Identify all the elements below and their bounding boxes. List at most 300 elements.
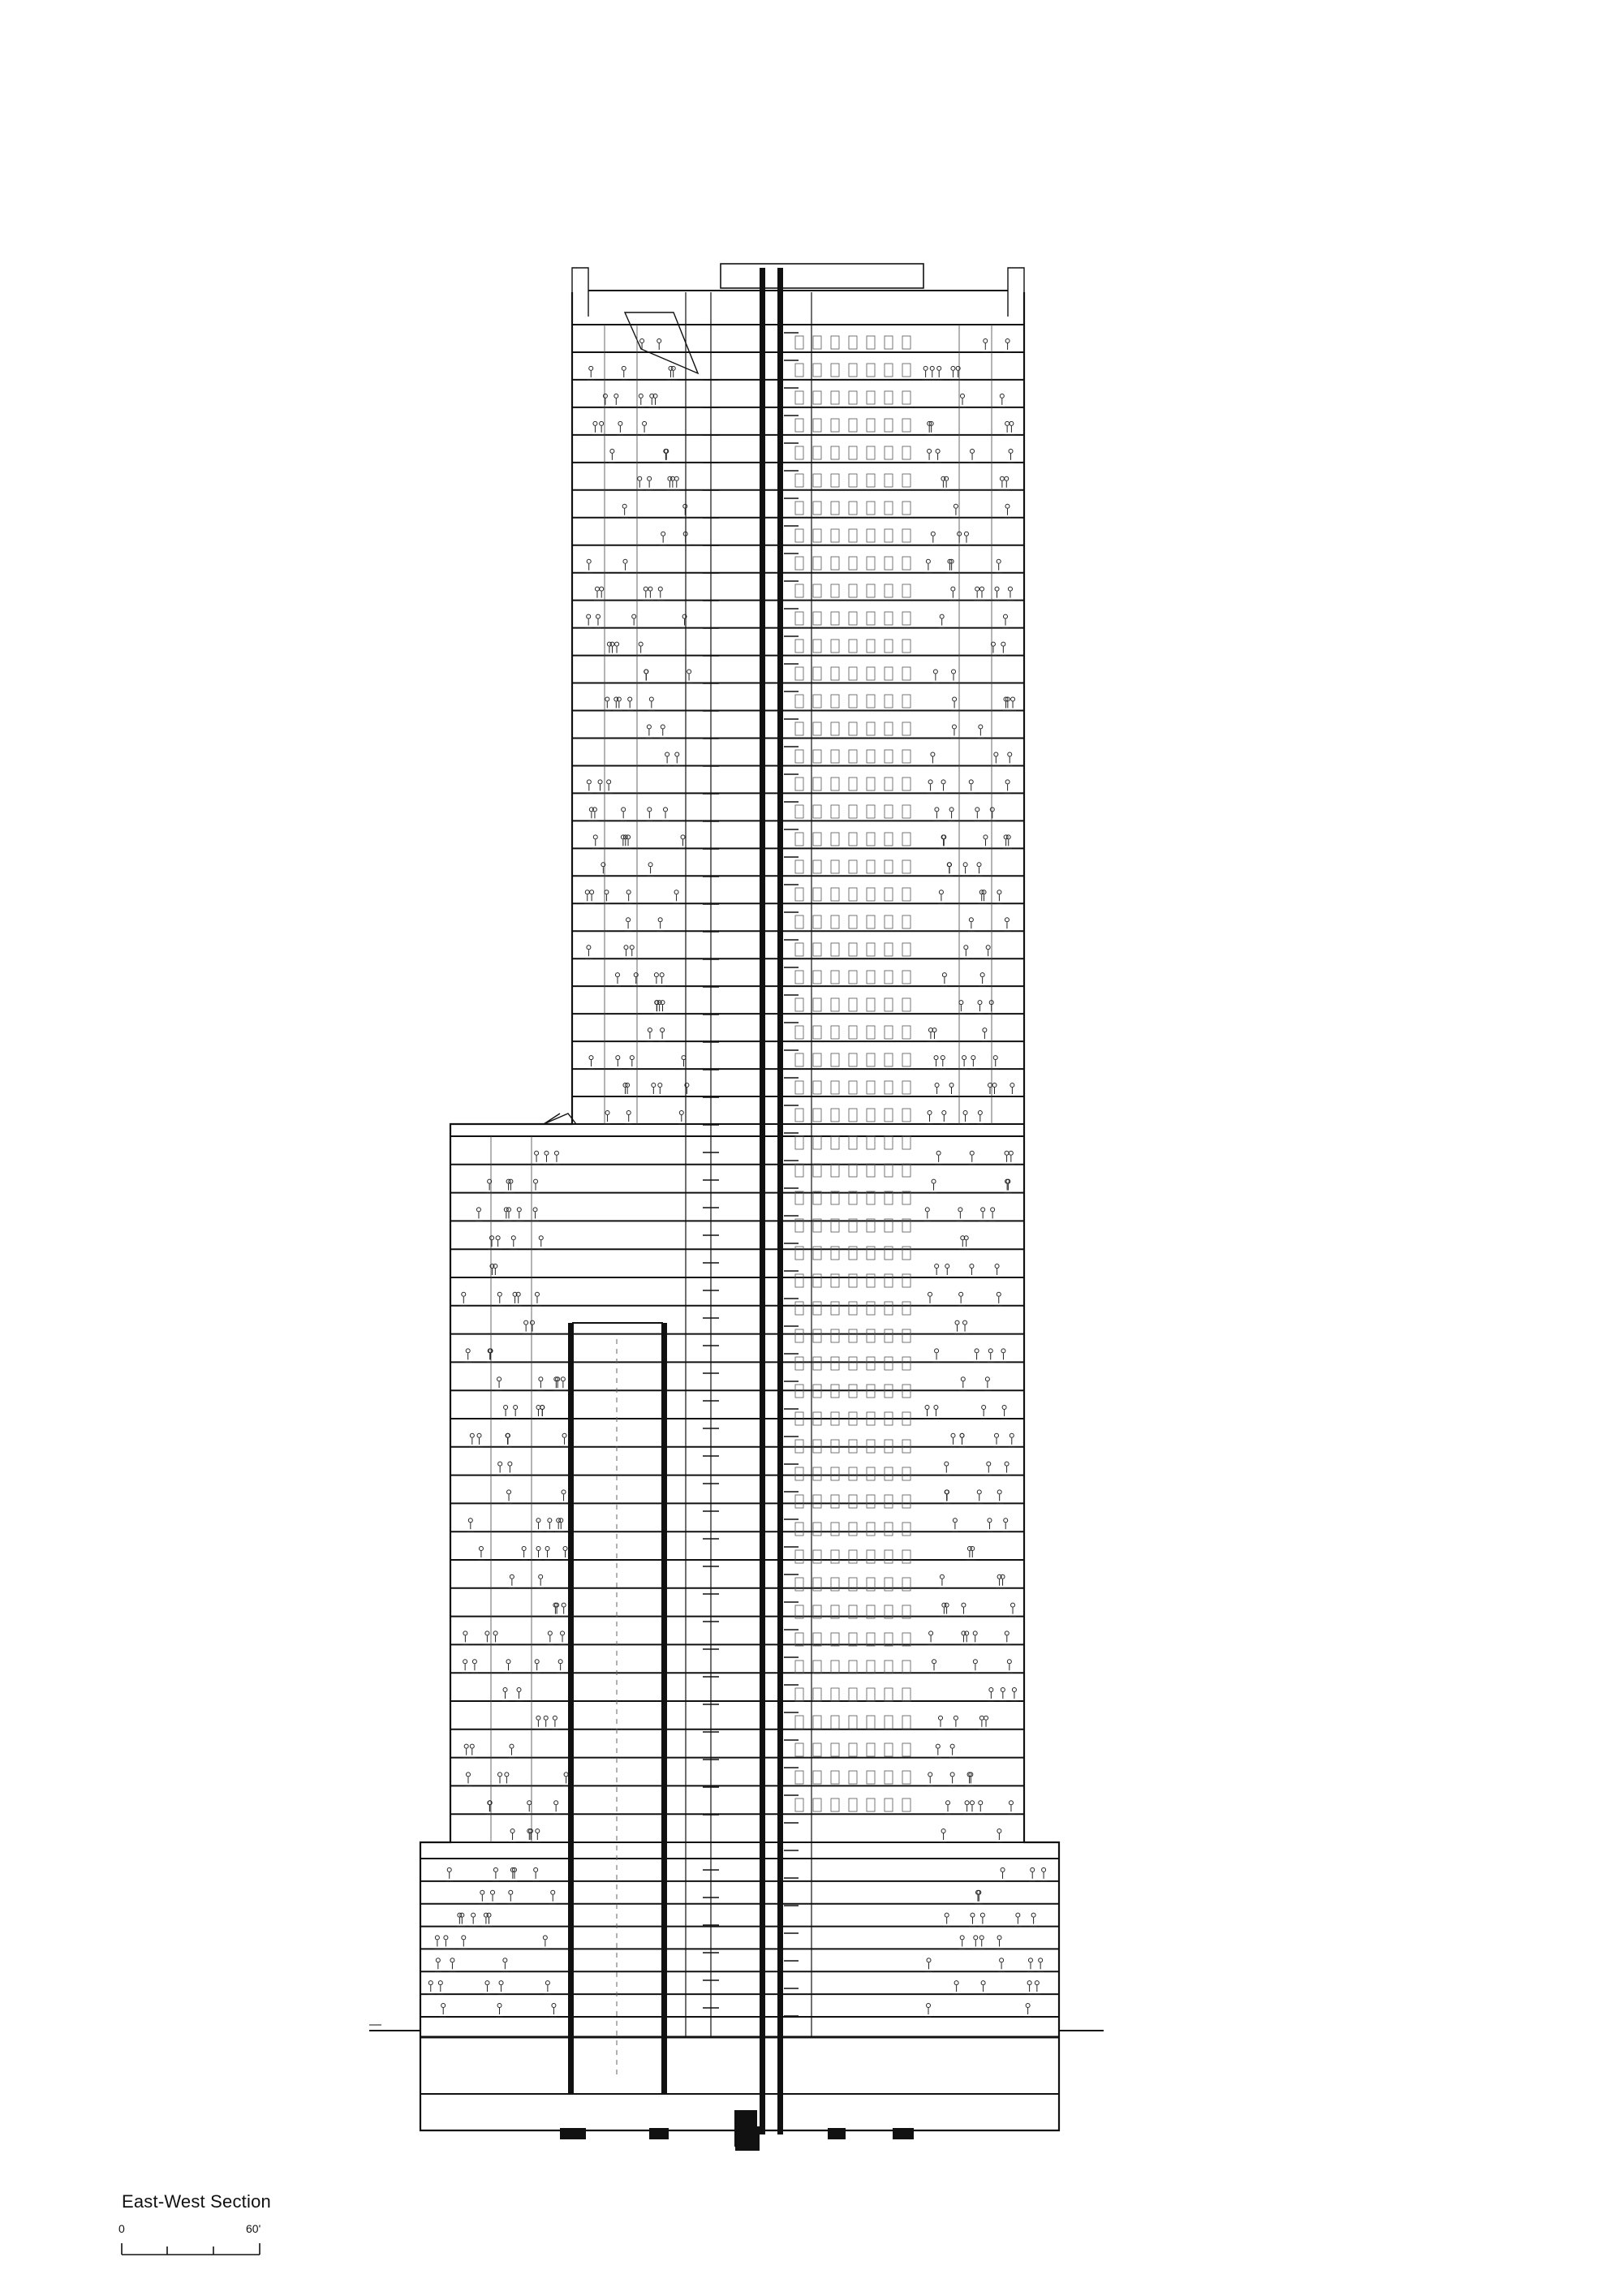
interior-partition bbox=[813, 1053, 821, 1066]
person-figure bbox=[534, 1660, 540, 1674]
interior-partition bbox=[867, 1743, 875, 1756]
interior-partition bbox=[867, 1053, 875, 1066]
interior-partition bbox=[813, 1661, 821, 1674]
person-figure bbox=[1010, 697, 1016, 711]
interior-partition bbox=[795, 833, 803, 846]
interior-partition bbox=[831, 1357, 839, 1370]
person-figure bbox=[1037, 1958, 1044, 1972]
person-figure bbox=[929, 752, 936, 766]
scale-bar bbox=[122, 2243, 260, 2255]
interior-partition bbox=[813, 695, 821, 708]
interior-partition bbox=[813, 860, 821, 873]
interior-partition bbox=[813, 1302, 821, 1315]
interior-partition bbox=[867, 1136, 875, 1149]
person-figure bbox=[460, 1936, 467, 1949]
interior-partition bbox=[831, 557, 839, 570]
interior-partition bbox=[849, 1357, 857, 1370]
interior-partition bbox=[867, 1081, 875, 1094]
person-figure bbox=[958, 1001, 964, 1014]
person-figure bbox=[469, 1744, 476, 1758]
person-figure bbox=[963, 1631, 970, 1645]
person-figure bbox=[588, 808, 595, 821]
person-figure bbox=[620, 808, 626, 821]
interior-partition bbox=[795, 474, 803, 487]
person-figure bbox=[647, 1028, 653, 1042]
person-figure bbox=[969, 1913, 975, 1927]
person-figure bbox=[1009, 1433, 1015, 1447]
interior-partition bbox=[795, 1771, 803, 1784]
interior-partition bbox=[849, 1771, 857, 1784]
person-figure bbox=[1007, 587, 1014, 601]
person-figure bbox=[547, 1631, 553, 1645]
interior-partition bbox=[902, 1467, 911, 1480]
shaft-wall-right bbox=[662, 1323, 667, 2094]
person-figure bbox=[633, 973, 639, 987]
interior-partition bbox=[885, 529, 893, 542]
interior-partition bbox=[795, 1357, 803, 1370]
interior-partition bbox=[831, 1523, 839, 1536]
person-figure bbox=[609, 642, 615, 656]
person-figure bbox=[979, 1716, 985, 1730]
person-figure bbox=[955, 366, 962, 380]
person-figure bbox=[923, 366, 929, 380]
person-figure bbox=[534, 1829, 540, 1843]
interior-partition bbox=[831, 1688, 839, 1701]
interior-partition bbox=[795, 502, 803, 515]
interior-partition bbox=[902, 805, 911, 818]
interior-partition bbox=[795, 1743, 803, 1756]
person-figure bbox=[982, 338, 988, 352]
person-figure bbox=[510, 1829, 516, 1843]
person-figure bbox=[489, 1264, 495, 1278]
interior-partition bbox=[867, 667, 875, 680]
interior-partition bbox=[831, 860, 839, 873]
interior-partition bbox=[795, 695, 803, 708]
person-figure bbox=[682, 614, 688, 628]
person-figure bbox=[463, 1744, 470, 1758]
person-figure bbox=[923, 1406, 930, 1419]
interior-partition bbox=[813, 1798, 821, 1811]
person-figure bbox=[660, 1001, 666, 1014]
interior-partition bbox=[867, 750, 875, 763]
person-figure bbox=[1031, 1913, 1037, 1927]
person-figure bbox=[994, 1264, 1001, 1278]
person-figure bbox=[629, 946, 635, 959]
interior-partition bbox=[885, 1109, 893, 1122]
person-figure bbox=[641, 421, 648, 435]
interior-partition bbox=[885, 915, 893, 928]
interior-partition bbox=[813, 998, 821, 1011]
person-figure bbox=[493, 1631, 499, 1645]
person-figure bbox=[990, 642, 997, 656]
person-figure bbox=[1040, 1867, 1047, 1881]
interior-partition bbox=[795, 778, 803, 790]
interior-partition bbox=[795, 584, 803, 597]
person-figure bbox=[606, 642, 613, 656]
building-structure bbox=[420, 264, 1059, 2130]
person-figure bbox=[954, 1320, 961, 1334]
person-figure bbox=[539, 1406, 545, 1419]
interior-partition bbox=[813, 529, 821, 542]
person-figure bbox=[987, 1083, 993, 1097]
interior-partition bbox=[795, 1495, 803, 1508]
interior-partition bbox=[902, 1136, 911, 1149]
interior-partition bbox=[831, 1798, 839, 1811]
person-figure bbox=[925, 2004, 932, 2018]
person-figure bbox=[976, 863, 983, 877]
interior-partition bbox=[867, 1026, 875, 1039]
interior-partition bbox=[849, 1053, 857, 1066]
person-figure bbox=[622, 946, 629, 959]
person-figure bbox=[1009, 1083, 1015, 1097]
person-figure bbox=[537, 1574, 544, 1588]
person-figure bbox=[600, 863, 606, 877]
interior-partition bbox=[867, 888, 875, 901]
person-figure bbox=[931, 1028, 937, 1042]
interior-partition bbox=[849, 612, 857, 625]
interior-partition bbox=[795, 1716, 803, 1729]
foundation-pile bbox=[828, 2128, 846, 2139]
interior-partition bbox=[902, 695, 911, 708]
person-figure bbox=[505, 1433, 511, 1447]
interior-partition bbox=[795, 750, 803, 763]
person-figure bbox=[465, 1349, 471, 1363]
person-figure bbox=[613, 697, 619, 711]
interior-partition bbox=[885, 419, 893, 432]
person-figure bbox=[960, 1377, 966, 1391]
person-figure bbox=[509, 1574, 515, 1588]
interior-partition bbox=[902, 1688, 911, 1701]
person-figure bbox=[1029, 1867, 1035, 1881]
person-figure bbox=[959, 1433, 966, 1447]
interior-partition bbox=[849, 584, 857, 597]
interior-partition bbox=[902, 474, 911, 487]
interior-partition bbox=[831, 474, 839, 487]
person-figure bbox=[686, 670, 692, 683]
person-figure bbox=[469, 1433, 476, 1447]
interior-partition bbox=[885, 1053, 893, 1066]
person-figure bbox=[928, 1028, 934, 1042]
interior-partition bbox=[795, 1274, 803, 1287]
interior-partition bbox=[867, 998, 875, 1011]
interior-partition bbox=[902, 750, 911, 763]
person-figure bbox=[498, 1981, 505, 1995]
person-figure bbox=[1008, 1801, 1014, 1815]
person-figure bbox=[969, 449, 975, 463]
person-figure bbox=[992, 1056, 999, 1070]
interior-partition bbox=[831, 529, 839, 542]
person-figure bbox=[986, 1518, 992, 1532]
interior-partition bbox=[813, 1495, 821, 1508]
person-figure bbox=[559, 1631, 566, 1645]
interior-partition bbox=[902, 888, 911, 901]
interior-partition bbox=[813, 336, 821, 349]
interior-partition bbox=[867, 833, 875, 846]
interior-partition bbox=[831, 1329, 839, 1342]
person-figure bbox=[527, 1829, 534, 1843]
interior-partition bbox=[885, 1798, 893, 1811]
person-figure bbox=[968, 918, 975, 932]
person-figure bbox=[933, 808, 940, 821]
person-figure bbox=[927, 1773, 933, 1786]
interior-partition bbox=[795, 336, 803, 349]
person-figure bbox=[1000, 1867, 1006, 1881]
person-figure bbox=[957, 1208, 963, 1221]
interior-partition bbox=[902, 612, 911, 625]
interior-partition bbox=[902, 529, 911, 542]
person-figure bbox=[997, 1574, 1003, 1588]
core-wall-right bbox=[777, 268, 783, 2134]
person-figure bbox=[497, 1462, 503, 1475]
person-figure bbox=[532, 1179, 539, 1193]
interior-partition bbox=[867, 1798, 875, 1811]
interior-partition bbox=[849, 364, 857, 377]
interior-partition bbox=[885, 667, 893, 680]
interior-partition bbox=[885, 1771, 893, 1784]
person-figure bbox=[674, 752, 680, 766]
interior-partition bbox=[831, 1743, 839, 1756]
person-figure bbox=[988, 1349, 994, 1363]
ground-line bbox=[369, 2025, 1104, 2031]
person-figure bbox=[585, 946, 592, 959]
interior-partition bbox=[885, 1688, 893, 1701]
interior-partition bbox=[867, 971, 875, 984]
person-figure bbox=[1000, 1574, 1006, 1588]
person-figure bbox=[663, 449, 669, 463]
person-figure bbox=[941, 1829, 947, 1843]
interior-partition bbox=[902, 557, 911, 570]
interior-partition bbox=[831, 1495, 839, 1508]
person-figure bbox=[949, 808, 955, 821]
interior-partition bbox=[831, 1274, 839, 1287]
interior-partition bbox=[813, 612, 821, 625]
interior-partition bbox=[813, 1109, 821, 1122]
interior-partition bbox=[885, 1743, 893, 1756]
person-figure bbox=[545, 1981, 551, 1995]
person-figure bbox=[960, 1631, 966, 1645]
person-figure bbox=[1005, 780, 1011, 794]
person-figure bbox=[674, 890, 680, 904]
interior-partition bbox=[902, 1274, 911, 1287]
person-figure bbox=[588, 366, 594, 380]
interior-partition bbox=[885, 1716, 893, 1729]
interior-partition bbox=[885, 364, 893, 377]
interior-partition bbox=[867, 805, 875, 818]
person-figure bbox=[648, 863, 654, 877]
interior-partition bbox=[813, 805, 821, 818]
drawing-caption: East-West Section bbox=[122, 2191, 271, 2212]
interior-partition bbox=[885, 1274, 893, 1287]
interior-partition bbox=[795, 1164, 803, 1177]
person-figure bbox=[503, 1773, 510, 1786]
person-figure bbox=[532, 1208, 539, 1221]
interior-partition bbox=[849, 1467, 857, 1480]
person-figure bbox=[931, 1179, 937, 1193]
person-figure bbox=[970, 1056, 976, 1070]
interior-partition bbox=[795, 1661, 803, 1674]
person-figure bbox=[996, 1829, 1002, 1843]
person-figure bbox=[497, 1292, 503, 1306]
interior-partition bbox=[885, 336, 893, 349]
atrium-shaft bbox=[573, 1323, 662, 2094]
person-figure bbox=[631, 614, 637, 628]
person-figure bbox=[940, 476, 946, 490]
person-figure bbox=[483, 1913, 489, 1927]
person-figure bbox=[543, 1151, 549, 1165]
person-figure bbox=[594, 587, 601, 601]
interior-partition bbox=[849, 1495, 857, 1508]
interior-partition bbox=[849, 833, 857, 846]
person-figure bbox=[932, 1406, 939, 1419]
interior-partition bbox=[849, 640, 857, 653]
interior-partition bbox=[813, 557, 821, 570]
person-figure bbox=[484, 1981, 490, 1995]
interior-partition bbox=[902, 1771, 911, 1784]
person-figure bbox=[497, 1773, 503, 1786]
interior-partition bbox=[831, 1109, 839, 1122]
person-figure bbox=[1002, 1518, 1009, 1532]
interior-partition bbox=[795, 446, 803, 459]
person-figure bbox=[533, 1151, 540, 1165]
person-figure bbox=[1000, 1349, 1006, 1363]
roof-truss bbox=[625, 312, 698, 373]
person-figure bbox=[609, 449, 615, 463]
interior-partition bbox=[902, 584, 911, 597]
person-figure bbox=[932, 670, 939, 683]
interior-partition bbox=[867, 1661, 875, 1674]
interior-partition bbox=[813, 1329, 821, 1342]
person-figure bbox=[476, 1433, 483, 1447]
person-figure bbox=[1000, 642, 1006, 656]
interior-partition bbox=[849, 722, 857, 735]
person-figure bbox=[643, 670, 649, 683]
person-figure bbox=[968, 780, 975, 794]
interior-partition bbox=[831, 943, 839, 956]
person-figure bbox=[652, 394, 659, 407]
person-figure bbox=[662, 808, 669, 821]
interior-partition bbox=[795, 943, 803, 956]
interior-partition bbox=[849, 750, 857, 763]
person-figure bbox=[939, 614, 945, 628]
interior-partition bbox=[813, 1743, 821, 1756]
person-figure bbox=[666, 476, 673, 490]
interior-partition bbox=[813, 1081, 821, 1094]
interior-partition bbox=[813, 722, 821, 735]
interior-partition bbox=[849, 391, 857, 404]
person-figure bbox=[617, 421, 623, 435]
interior-partition bbox=[902, 915, 911, 928]
person-figure bbox=[946, 863, 953, 877]
interior-partition bbox=[849, 1716, 857, 1729]
interior-partition bbox=[849, 971, 857, 984]
interior-partition bbox=[885, 860, 893, 873]
person-figure bbox=[506, 1490, 512, 1504]
interior-partition bbox=[795, 640, 803, 653]
person-figure bbox=[552, 1603, 558, 1617]
person-figure bbox=[993, 1433, 1000, 1447]
person-figure bbox=[636, 476, 643, 490]
interior-partition bbox=[902, 391, 911, 404]
person-figure bbox=[626, 697, 633, 711]
interior-partition bbox=[831, 1467, 839, 1480]
person-figure bbox=[546, 1518, 553, 1532]
person-figure bbox=[534, 1292, 540, 1306]
person-figure bbox=[1004, 1179, 1010, 1193]
interior-partition bbox=[849, 1164, 857, 1177]
interior-partition bbox=[867, 778, 875, 790]
interior-partition bbox=[885, 943, 893, 956]
person-figure bbox=[959, 1936, 966, 1949]
person-figure bbox=[549, 1890, 556, 1904]
interior-partition bbox=[902, 722, 911, 735]
interior-partition bbox=[885, 584, 893, 597]
interior-partition bbox=[867, 943, 875, 956]
person-figure bbox=[604, 697, 610, 711]
interior-partition bbox=[885, 557, 893, 570]
interior-partition bbox=[831, 640, 839, 653]
interior-partition bbox=[902, 364, 911, 377]
interior-partition bbox=[831, 1164, 839, 1177]
rooftop-mechanical bbox=[721, 264, 923, 288]
person-figure bbox=[605, 780, 612, 794]
interior-partition bbox=[831, 446, 839, 459]
interior-partition bbox=[831, 391, 839, 404]
interior-partition bbox=[813, 778, 821, 790]
person-figure bbox=[479, 1890, 485, 1904]
interior-partition bbox=[885, 888, 893, 901]
person-figure bbox=[535, 1716, 541, 1730]
person-figure bbox=[614, 1056, 621, 1070]
person-figure bbox=[979, 587, 985, 601]
person-figure bbox=[523, 1320, 529, 1334]
person-figure bbox=[949, 1744, 956, 1758]
person-figure bbox=[485, 1913, 492, 1927]
interior-partition bbox=[902, 1026, 911, 1039]
person-figure bbox=[588, 890, 595, 904]
interior-partition bbox=[885, 778, 893, 790]
interior-partition bbox=[885, 971, 893, 984]
person-figure bbox=[999, 394, 1005, 407]
interior-partition bbox=[867, 1302, 875, 1315]
interior-partition bbox=[902, 667, 911, 680]
person-figure bbox=[646, 808, 652, 821]
interior-partition bbox=[795, 1109, 803, 1122]
interior-partition bbox=[849, 336, 857, 349]
interior-partition bbox=[831, 419, 839, 432]
person-figure bbox=[931, 1660, 937, 1674]
person-figure bbox=[962, 863, 969, 877]
person-figure bbox=[446, 1867, 453, 1881]
interior-partition bbox=[867, 612, 875, 625]
person-figure bbox=[588, 1056, 594, 1070]
interior-partition bbox=[902, 1302, 911, 1315]
person-figure bbox=[949, 1433, 956, 1447]
person-figure bbox=[516, 1208, 523, 1221]
interior-partition bbox=[813, 1136, 821, 1149]
interior-partition bbox=[813, 1523, 821, 1536]
interior-partition bbox=[849, 778, 857, 790]
interior-partition bbox=[849, 667, 857, 680]
person-figure bbox=[974, 587, 980, 601]
person-figure bbox=[550, 2004, 557, 2018]
person-figure bbox=[963, 1236, 970, 1250]
person-figure bbox=[964, 1801, 971, 1815]
person-figure bbox=[974, 1349, 980, 1363]
person-figure bbox=[506, 1462, 513, 1475]
person-figure bbox=[979, 1208, 986, 1221]
person-figure bbox=[969, 1547, 975, 1561]
interior-partition bbox=[795, 1302, 803, 1315]
